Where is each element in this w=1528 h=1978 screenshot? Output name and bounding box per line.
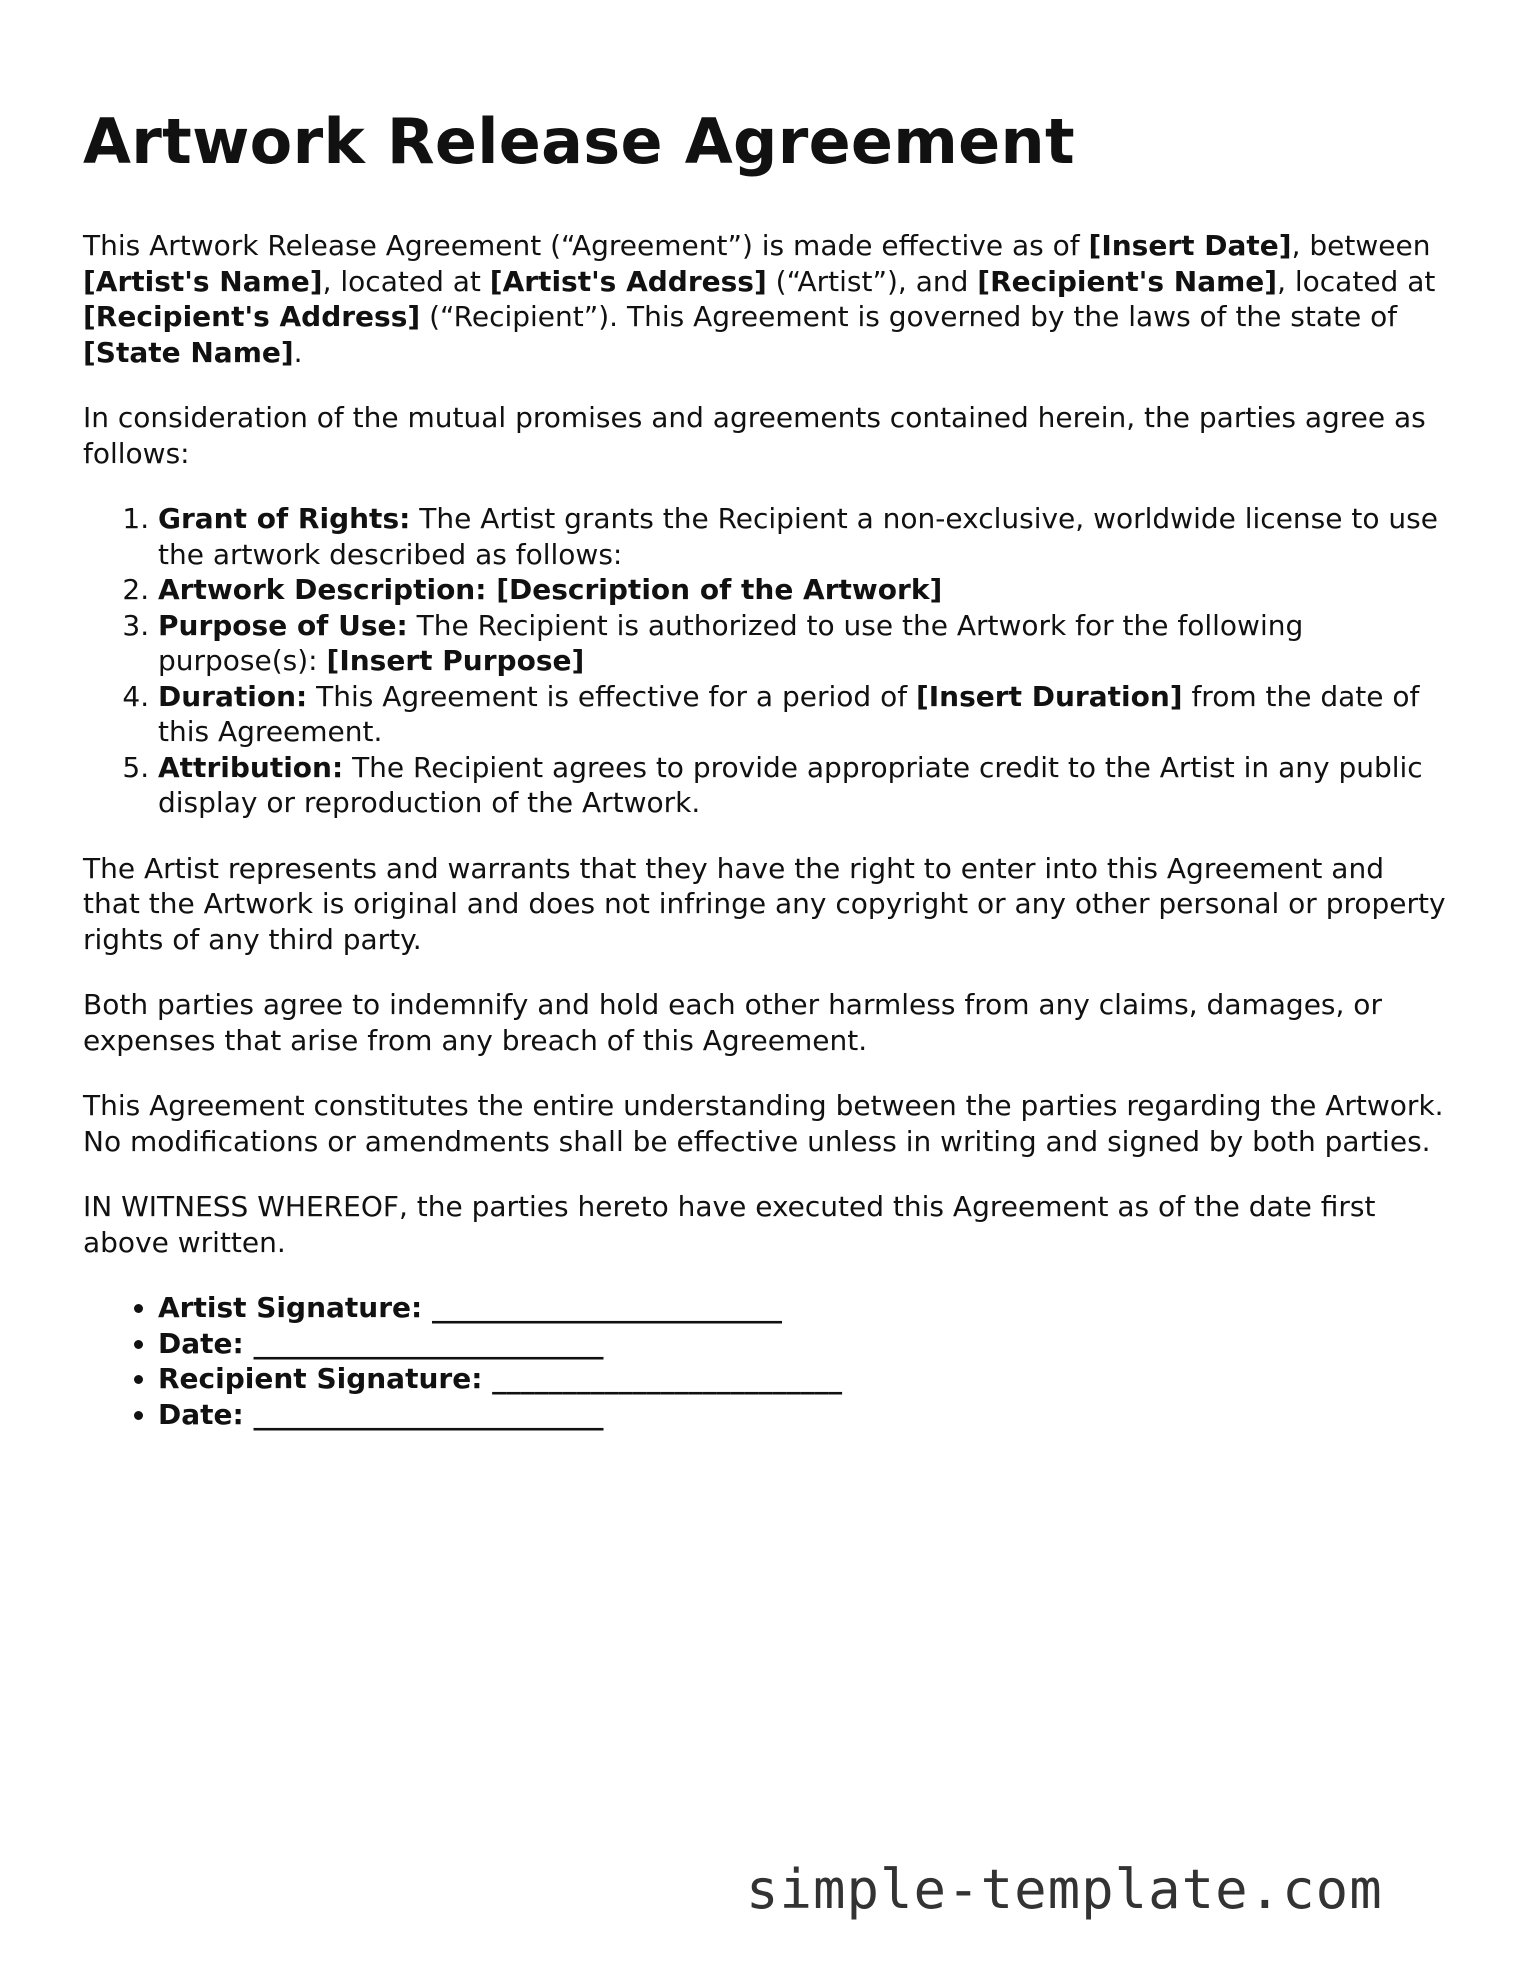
signature-list (83, 1290, 1448, 1432)
term-attribution (158, 750, 1448, 821)
term-artwork-description (158, 572, 1448, 608)
intro-text: . (293, 335, 303, 369)
intro-text: , located at (322, 264, 490, 298)
term-text: The Recipient agrees to provide appropriate credit to the Artist in any public display or reproduction of the Artwork. (158, 750, 1423, 819)
term-purpose-of-use (158, 608, 1448, 679)
term-label: Artwork Description: [Description of the Artwork] (158, 573, 943, 606)
recipient-signature-line (158, 1361, 1448, 1397)
term-text: from the date of this Agreement. (158, 679, 1420, 748)
artist-name-placeholder: [Artist's Name] (83, 264, 323, 298)
intro-text: (“Recipient”). This Agreement is governed by the laws of the state of (420, 300, 1398, 333)
witness-paragraph: IN WITNESS WHEREOF, the parties hereto have executed this Agreement as of the date first above written. (83, 1190, 1376, 1259)
duration-placeholder: [Insert Duration] (915, 679, 1183, 713)
term-label: Grant of Rights: (158, 502, 411, 535)
intro-text: , located at (1277, 264, 1436, 298)
warranty-paragraph: The Artist represents and warrants that they have the right to enter into this Agreement and that the Artwork is original and does not infringe any copyright or any other personal or property rights of any third party. (83, 851, 1446, 956)
term-label: Duration: (158, 679, 308, 713)
state-placeholder: [State Name] (83, 335, 294, 369)
recipient-address-placeholder: [Recipient's Address] (83, 300, 421, 333)
intro-text: , between (1291, 229, 1431, 262)
artist-address-placeholder: [Artist's Address] (489, 264, 767, 298)
term-label: Purpose of Use: (158, 608, 408, 642)
signature-label: Date: _________________________ (158, 1397, 604, 1431)
signature-label: Recipient Signature: _________________________ (158, 1362, 843, 1395)
recipient-name-placeholder: [Recipient's Name] (977, 264, 1278, 298)
intro-text: This Artwork Release Agreement (“Agreement”) is made effective as of (83, 229, 1089, 262)
term-duration (158, 679, 1448, 750)
entire-agreement-paragraph: This Agreement constitutes the entire understanding between the parties regarding the Artwork. No modifications or amendments shall be effective unless in writing and signed by both parties. (83, 1089, 1444, 1158)
indemnity-paragraph: Both parties agree to indemnify and hold each other harmless from any claims, damages, or expenses that arise from any breach of this Agreement. (83, 988, 1382, 1057)
watermark: simple-template.com (746, 1858, 1383, 1921)
term-grant-of-rights (158, 501, 1448, 572)
signature-label: Artist Signature: _________________________ (158, 1291, 782, 1324)
intro-text: (“Artist”), and (766, 264, 978, 298)
document-title: Artwork Release Agreement (83, 105, 1075, 178)
artist-signature-line (158, 1290, 1448, 1326)
intro-paragraph (83, 228, 1448, 370)
term-label: Attribution: (158, 750, 344, 784)
consideration-paragraph: In consideration of the mutual promises and agreements contained herein, the parties agree as follows: (83, 401, 1426, 470)
date-placeholder: [Insert Date] (1088, 229, 1292, 262)
artist-date-line (158, 1326, 1448, 1362)
term-text: The Artist grants the Recipient a non-exclusive, worldwide license to use the artwork described as follows: (158, 502, 1438, 571)
recipient-date-line (158, 1397, 1448, 1433)
document-page (83, 100, 1448, 1462)
signature-label: Date: _________________________ (158, 1326, 604, 1360)
term-text: The Recipient is authorized to use the Artwork for the following purpose(s): (158, 608, 1304, 677)
term-text: This Agreement is effective for a period of (307, 679, 916, 713)
purpose-placeholder: [Insert Purpose] (326, 644, 585, 677)
terms-list (83, 501, 1448, 821)
